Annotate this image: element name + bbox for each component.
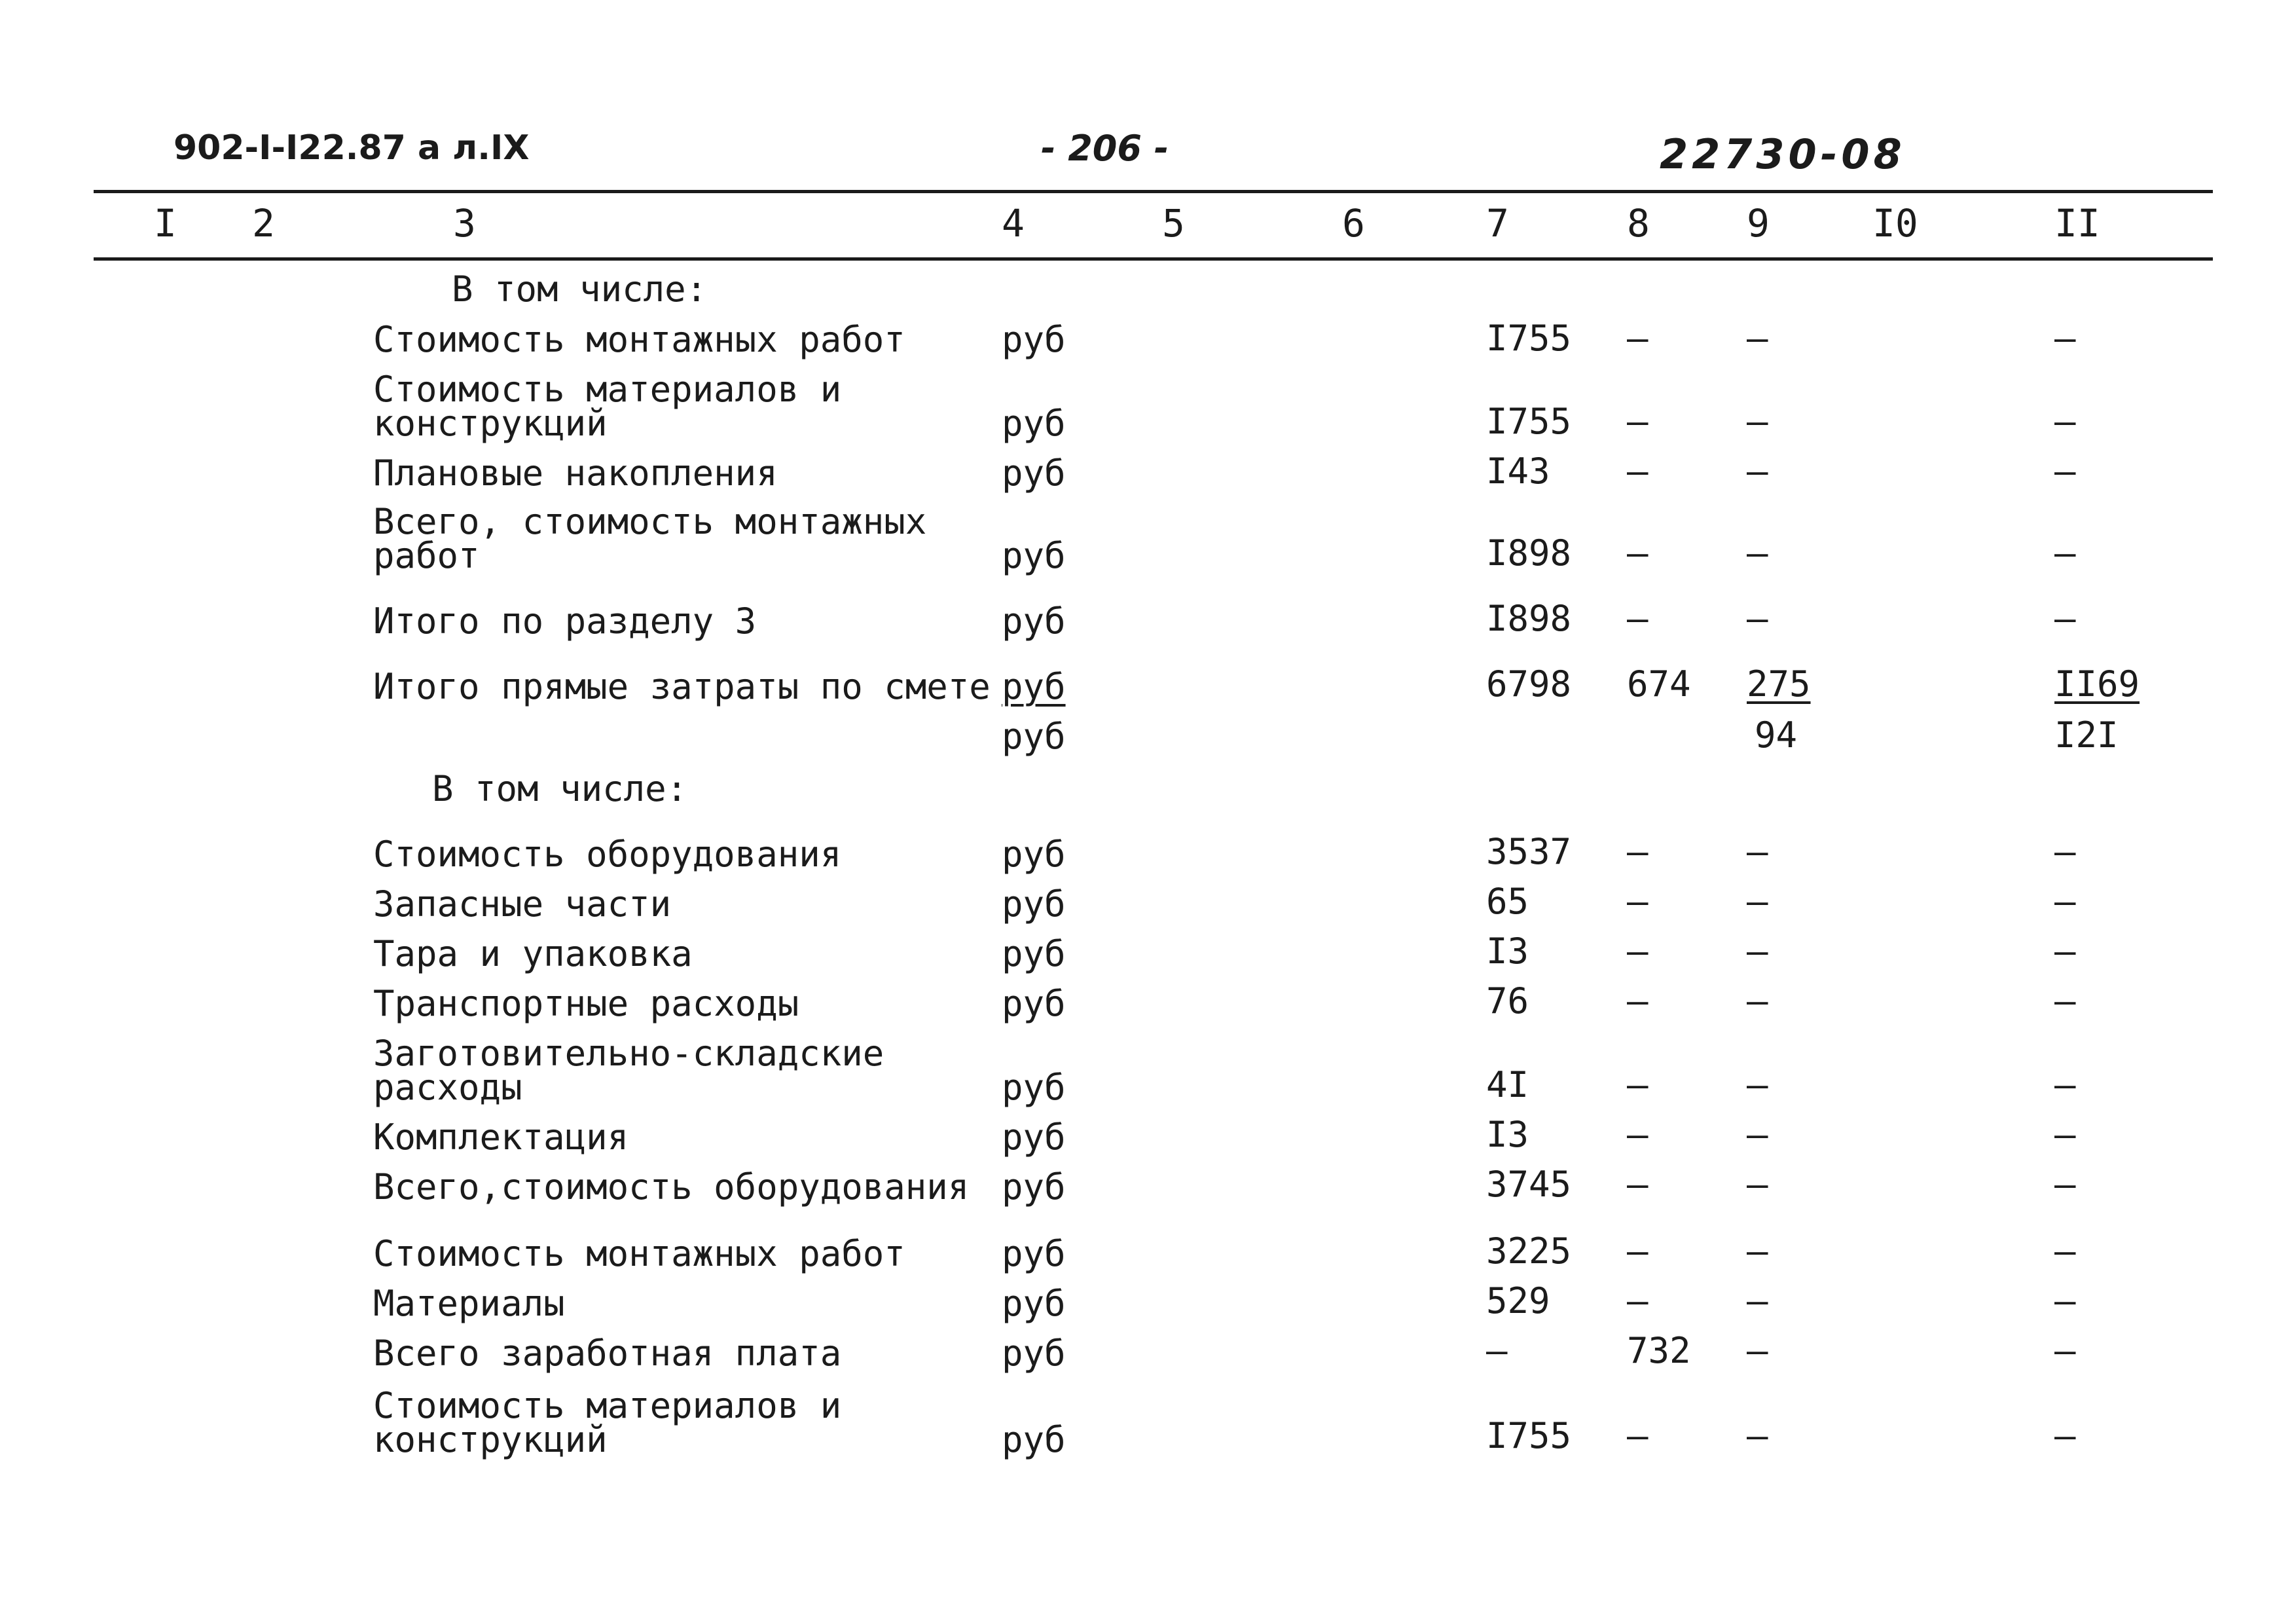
row-col7: 529 bbox=[1486, 1280, 1550, 1321]
row-col11: – bbox=[2054, 1114, 2076, 1155]
row-col9: – bbox=[1747, 931, 1768, 972]
row-unit: руб bbox=[1002, 883, 1066, 925]
row-unit: руб bbox=[1002, 1283, 1066, 1324]
row-col9: – bbox=[1747, 980, 1768, 1022]
row-col7: 3537 bbox=[1486, 831, 1572, 872]
row-label: Стоимость оборудования bbox=[373, 834, 842, 875]
row-col8: – bbox=[1627, 881, 1649, 922]
header-bottom-rule bbox=[94, 257, 2213, 261]
row-col7: I755 bbox=[1486, 401, 1572, 442]
row-col11: – bbox=[2054, 401, 2076, 442]
row-col7: I3 bbox=[1486, 1114, 1529, 1155]
row-col8: 674 bbox=[1627, 663, 1691, 705]
row-col8: – bbox=[1627, 1230, 1649, 1272]
row-unit: руб bbox=[1002, 1419, 1066, 1460]
row-label: Запасные части bbox=[373, 883, 672, 925]
section-heading: В том числе: bbox=[452, 268, 708, 310]
row-col8: – bbox=[1627, 451, 1649, 492]
row-col8: – bbox=[1627, 598, 1649, 639]
row-col7: – bbox=[1486, 1330, 1508, 1371]
row-col8: – bbox=[1627, 318, 1649, 359]
row-label-line1: Стоимость материалов и bbox=[373, 1385, 842, 1426]
row-col7: I755 bbox=[1486, 318, 1572, 359]
row-col9: – bbox=[1747, 598, 1768, 639]
col-header-5: 5 bbox=[1162, 201, 1185, 246]
row-unit: руб bbox=[1002, 535, 1066, 576]
row-col9: – bbox=[1747, 831, 1768, 872]
row-col9: – bbox=[1747, 532, 1768, 574]
col-header-6: 6 bbox=[1342, 201, 1365, 246]
col-header-9: 9 bbox=[1747, 201, 1770, 246]
row-unit: руб bbox=[1002, 666, 1066, 707]
row-label: Стоимость монтажных работ bbox=[373, 1233, 905, 1274]
row-label-line1: Всего, стоимость монтажных bbox=[373, 501, 927, 542]
col-header-4: 4 bbox=[1002, 201, 1025, 246]
row-label-line2: конструкций bbox=[373, 403, 608, 444]
row-unit: руб bbox=[1002, 319, 1066, 360]
row-col9: – bbox=[1747, 1280, 1768, 1321]
row-label: Итого прямые затраты по смете bbox=[373, 666, 991, 707]
col-header-8: 8 bbox=[1627, 201, 1650, 246]
row-col9: – bbox=[1747, 1230, 1768, 1272]
row-col11-denominator: I2I bbox=[2054, 714, 2119, 756]
col-header-10: I0 bbox=[1872, 201, 1918, 246]
row-col8: – bbox=[1627, 1415, 1649, 1456]
row-unit-2: руб bbox=[1002, 716, 1066, 757]
row-col8: – bbox=[1627, 532, 1649, 574]
row-unit: руб bbox=[1002, 1166, 1066, 1208]
row-col7: 76 bbox=[1486, 980, 1529, 1022]
row-label: Комплектация bbox=[373, 1116, 629, 1158]
row-col9: – bbox=[1747, 1164, 1768, 1205]
row-label-line2: работ bbox=[373, 535, 480, 576]
row-col7: 4I bbox=[1486, 1064, 1529, 1105]
row-col11: – bbox=[2054, 881, 2076, 922]
row-label: Итого по разделу 3 bbox=[373, 600, 757, 642]
row-col9-denominator: 94 bbox=[1755, 714, 1798, 756]
row-col8: – bbox=[1627, 1114, 1649, 1155]
row-col11: – bbox=[2054, 598, 2076, 639]
row-col11: – bbox=[2054, 318, 2076, 359]
row-unit: руб bbox=[1002, 1333, 1066, 1374]
row-label-line2: расходы bbox=[373, 1067, 522, 1108]
row-col9: – bbox=[1747, 1415, 1768, 1456]
row-col7: 6798 bbox=[1486, 663, 1572, 705]
row-col8: – bbox=[1627, 1064, 1649, 1105]
row-unit: руб bbox=[1002, 600, 1066, 642]
row-label: Транспортные расходы bbox=[373, 983, 799, 1024]
row-label: Плановые накопления bbox=[373, 452, 778, 494]
col-header-2: 2 bbox=[252, 201, 275, 246]
row-col7: I755 bbox=[1486, 1415, 1572, 1456]
row-label: Материалы bbox=[373, 1283, 565, 1324]
row-col11: – bbox=[2054, 1415, 2076, 1456]
page-number: - 206 - bbox=[1041, 128, 1169, 169]
row-label-line1: Стоимость материалов и bbox=[373, 369, 842, 410]
row-unit: руб bbox=[1002, 1116, 1066, 1158]
row-col9: – bbox=[1747, 451, 1768, 492]
doc-code: 902-I-I22.87 а л.IX bbox=[173, 128, 530, 168]
row-unit: руб bbox=[1002, 933, 1066, 974]
row-label-line2: конструкций bbox=[373, 1419, 608, 1460]
col-header-3: 3 bbox=[453, 201, 476, 246]
row-label: Всего,стоимость оборудования bbox=[373, 1166, 970, 1208]
row-col11: – bbox=[2054, 1064, 2076, 1105]
row-col8: – bbox=[1627, 1280, 1649, 1321]
row-unit: руб bbox=[1002, 834, 1066, 875]
col-header-7: 7 bbox=[1486, 201, 1509, 246]
row-unit: руб bbox=[1002, 403, 1066, 444]
archive-number: 22730-08 bbox=[1660, 130, 1906, 178]
row-col8: 732 bbox=[1627, 1330, 1691, 1371]
row-col8: – bbox=[1627, 1164, 1649, 1205]
section-heading: В том числе: bbox=[432, 768, 688, 809]
col-header-1: I bbox=[154, 201, 177, 246]
row-label-line1: Заготовительно-складские bbox=[373, 1033, 884, 1074]
row-col8: – bbox=[1627, 831, 1649, 872]
col-header-11: II bbox=[2054, 201, 2100, 246]
row-unit: руб bbox=[1002, 1233, 1066, 1274]
row-col9: – bbox=[1747, 1330, 1768, 1371]
row-unit: руб bbox=[1002, 452, 1066, 494]
row-col7: 65 bbox=[1486, 881, 1529, 922]
row-col11: – bbox=[2054, 831, 2076, 872]
row-col11: – bbox=[2054, 1280, 2076, 1321]
row-col11: – bbox=[2054, 451, 2076, 492]
row-col11: – bbox=[2054, 1330, 2076, 1371]
row-col11: – bbox=[2054, 1164, 2076, 1205]
row-col7: 3225 bbox=[1486, 1230, 1572, 1272]
row-col11: – bbox=[2054, 931, 2076, 972]
header-top-rule bbox=[94, 190, 2213, 193]
row-col11: – bbox=[2054, 1230, 2076, 1272]
row-col7: I43 bbox=[1486, 451, 1550, 492]
row-col9: – bbox=[1747, 401, 1768, 442]
row-col9: – bbox=[1747, 881, 1768, 922]
row-col8: – bbox=[1627, 980, 1649, 1022]
row-col9-numerator: 275 bbox=[1747, 663, 1811, 705]
row-unit: руб bbox=[1002, 983, 1066, 1024]
row-col8: – bbox=[1627, 401, 1649, 442]
row-label: Тара и упаковка bbox=[373, 933, 693, 974]
row-col9: – bbox=[1747, 318, 1768, 359]
row-col11: – bbox=[2054, 532, 2076, 574]
row-col7: 3745 bbox=[1486, 1164, 1572, 1205]
row-col11: – bbox=[2054, 980, 2076, 1022]
row-unit: руб bbox=[1002, 1067, 1066, 1108]
row-col9: – bbox=[1747, 1064, 1768, 1105]
row-col7: I3 bbox=[1486, 931, 1529, 972]
row-col7: I898 bbox=[1486, 532, 1572, 574]
row-col11-numerator: II69 bbox=[2054, 663, 2140, 705]
row-col7: I898 bbox=[1486, 598, 1572, 639]
row-label: Всего заработная плата bbox=[373, 1333, 842, 1374]
row-label: Стоимость монтажных работ bbox=[373, 319, 905, 360]
row-col8: – bbox=[1627, 931, 1649, 972]
row-col9: – bbox=[1747, 1114, 1768, 1155]
